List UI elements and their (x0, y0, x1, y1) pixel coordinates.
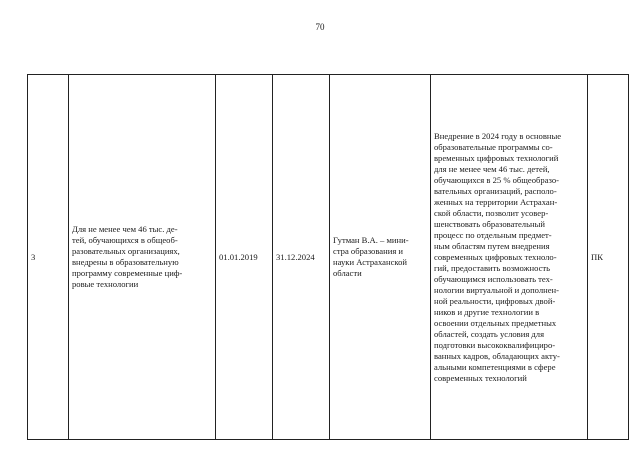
description-text: Для не менее чем 46 тыс. де- тей, обучающихся в общеоб- разовательных организациях, внедрены в образовательную программу современные циф- ровые технологии (72, 224, 183, 289)
project-table (27, 74, 629, 440)
result-text: Внедрение в 2024 году в основные образовательные программы со- временных цифровых технологий для не менее чем 46 тыс. детей, обучающихся в 25 % общеобразо- вательных организаций, располо- женных на территории Астрахан- ской области, позволит усовер- шенствовать образовательный процесс по отдельным предмет- ным областям путем внедрения современных цифровых техноло- гий, предоставить возможность обучающимся использовать тех- нологии виртуальной и дополнен- ной реальности, цифровых двой- ников и другие технологии в освоении отдельных предметных областей, создать условия для подготовки высококвалифициро- ванных кадров, обладающих акту- альными компетенциями в сфере современных технологий (434, 130, 562, 383)
responsible-cell (330, 75, 431, 440)
result-cell (431, 75, 588, 440)
page-number: 70 (315, 22, 325, 32)
responsible-text: Гутман В.А. – мини- стра образования и науки Астраханской области (333, 235, 409, 278)
start-date: 01.01.2019 (219, 251, 258, 262)
end-date-cell (273, 75, 330, 440)
table-row (28, 75, 629, 440)
code-cell (588, 75, 629, 440)
description-cell (69, 75, 216, 440)
row-number-cell (28, 75, 69, 440)
start-date-cell (216, 75, 273, 440)
row-number: 3 (31, 251, 36, 262)
code-text: ПК (591, 251, 603, 262)
end-date: 31.12.2024 (276, 251, 315, 262)
